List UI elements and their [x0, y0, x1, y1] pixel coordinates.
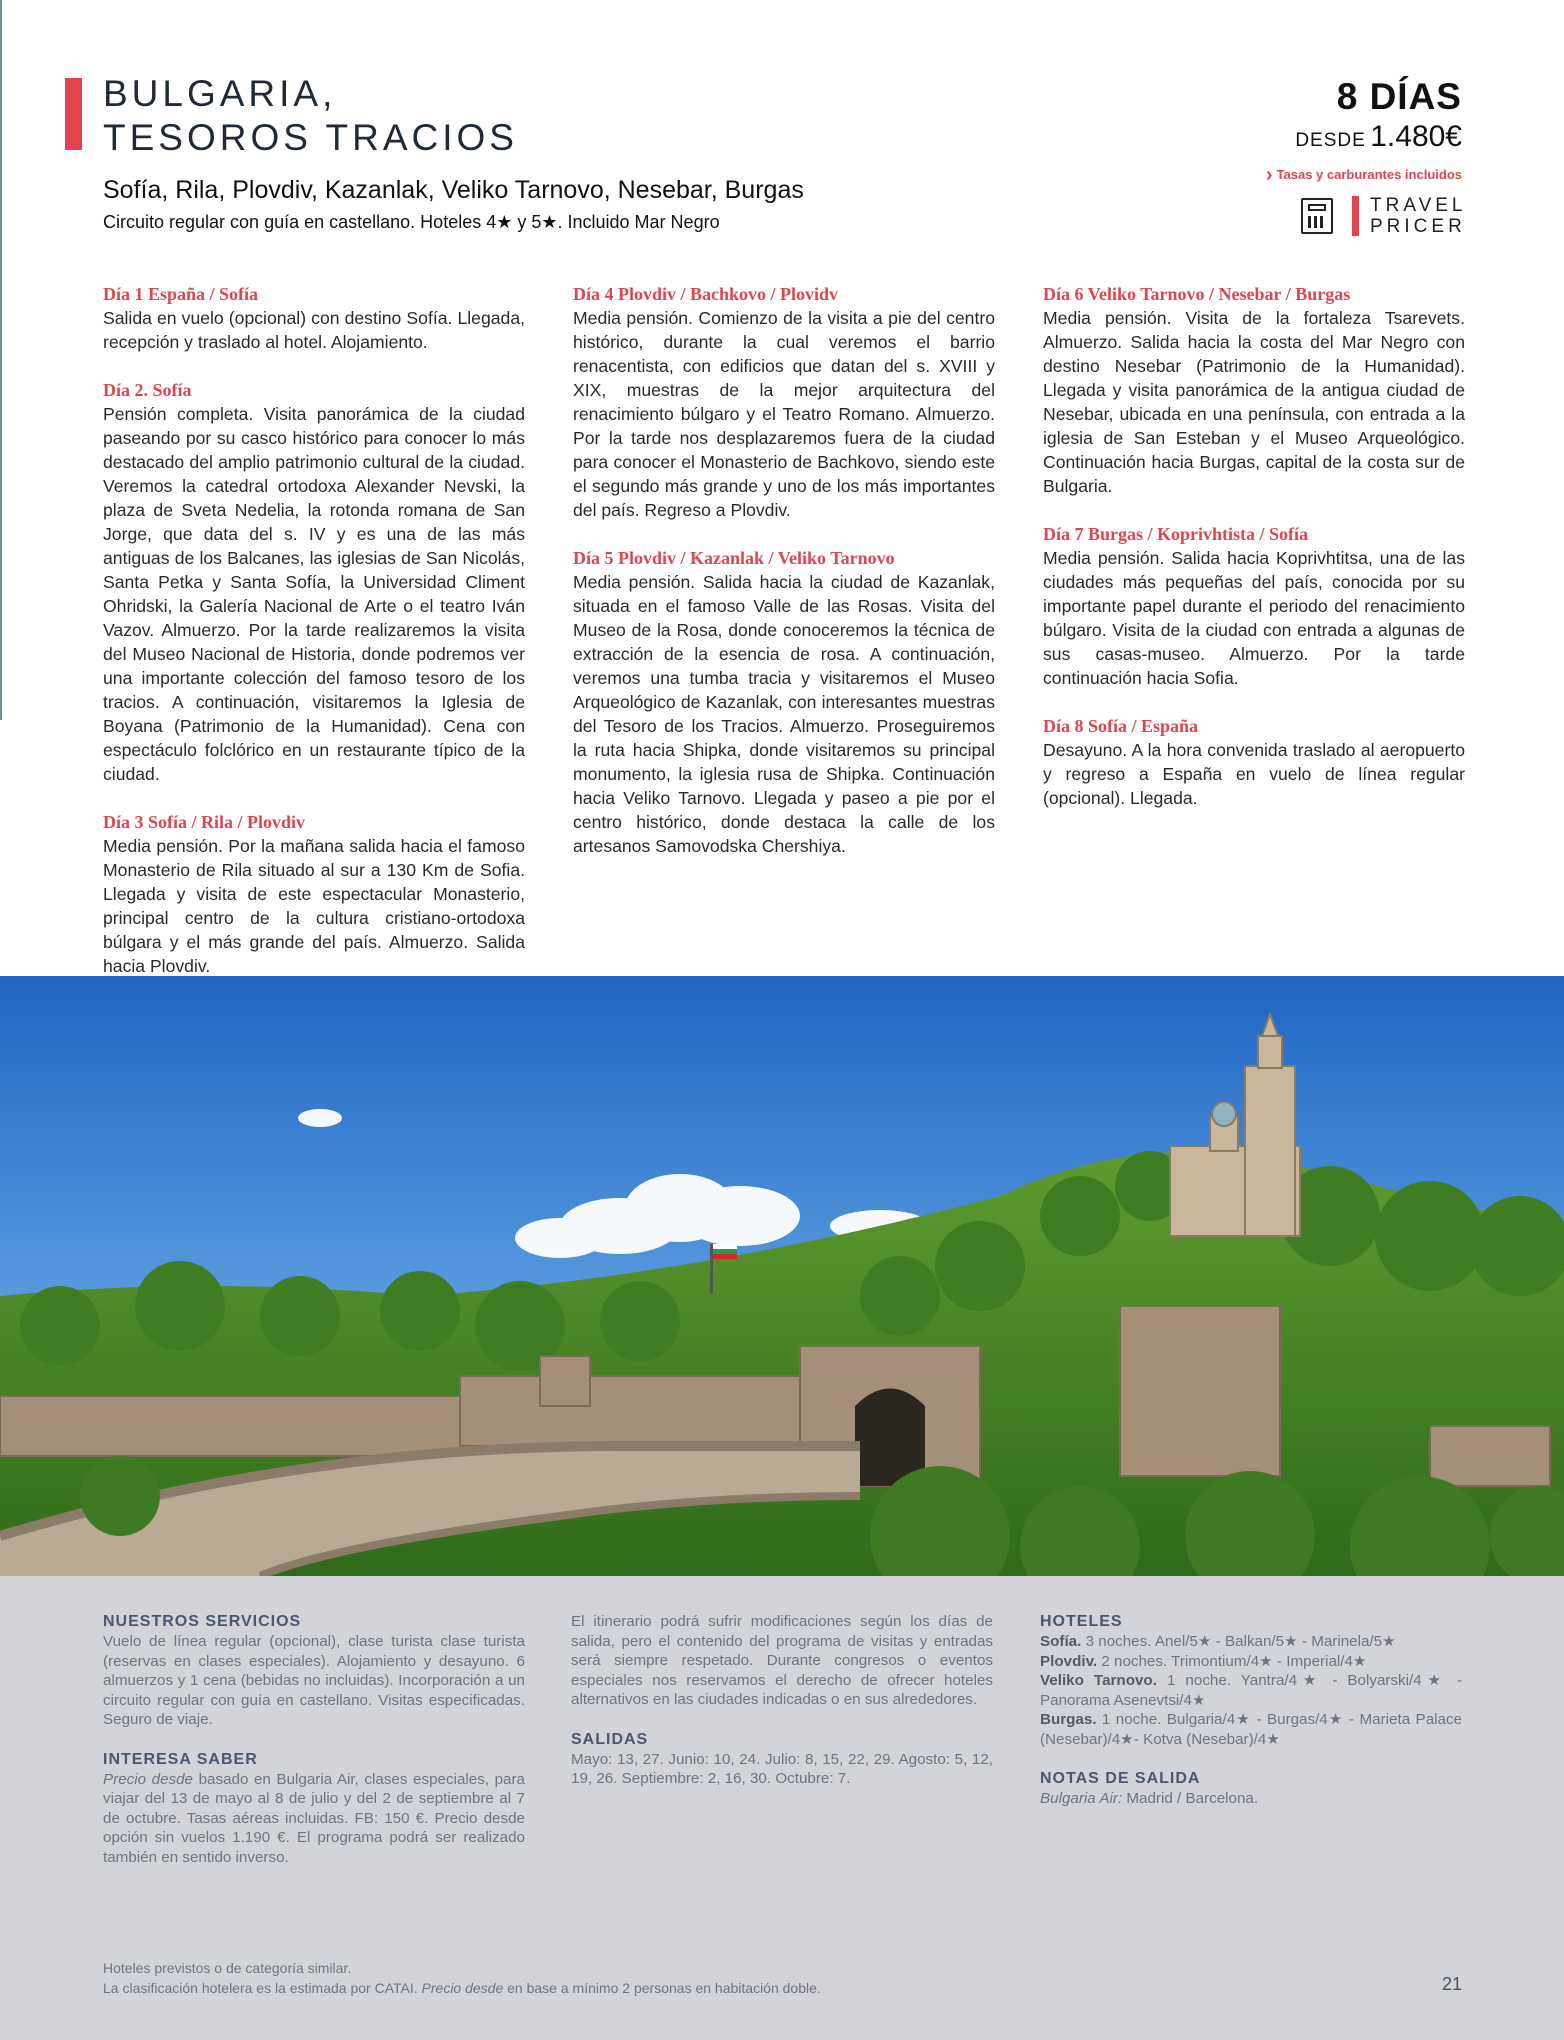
itinerary-note-text: El itinerario podrá sufrir modificaciones según los días de salida, pero el contenido del programa de visitas y entradas será siempre respetado. Durante congresos o eventos especiales nos reservamos el derecho de ofrecer hoteles alternativos en las ciudades indicadas o en sus alrededores. — [571, 1613, 993, 1708]
day-2-title: Día 2. Sofía — [103, 380, 192, 400]
services-title: NUESTROS SERVICIOS — [103, 1613, 302, 1630]
title-line-2: TESOROS TRACIOS — [103, 117, 518, 158]
travel-pricer-line-1: TRAVEL — [1370, 195, 1467, 216]
itinerary-column-1 — [103, 282, 525, 1002]
day-6-title: Día 6 Veliko Tarnovo / Nesebar / Burgas — [1043, 284, 1351, 304]
footer-notes — [103, 1958, 821, 1998]
page-number: 21 — [1441, 1974, 1462, 1994]
day-3-text: Media pensión. Por la mañana salida hacia el famoso Monasterio de Rila situado al sur a 130 Km de Sofia. Llegada y visita de este espectacular Monasterio, principal centro de la cultura cristiano-ortodoxa búlgara y el más grande del país. Almuerzo. Salida hacia Plovdiv. — [103, 836, 525, 976]
fortress-photo — [0, 976, 1564, 1576]
hotel-city-burgas: Burgas. — [1040, 1711, 1097, 1728]
departure-notes-text — [1040, 1789, 1462, 1809]
page-title — [103, 72, 803, 160]
day-8 — [1043, 714, 1465, 810]
day-7-text: Media pensión. Salida hacia Koprivhtitsa, una de las ciudades más pequeñas del país, conocida por su importante papel durante el periodo del renacimiento búlgaro. Visita de la ciudad con entrada a algunas de sus casas-museo. Almuerzo. Por la tarde continuación hacia Sofia. — [1043, 548, 1465, 688]
info-column-3 — [1040, 1612, 1462, 1829]
hotel-line-burgas — [1040, 1710, 1462, 1749]
day-3 — [103, 810, 525, 978]
calculator-icon — [1301, 198, 1333, 234]
day-8-title: Día 8 Sofía / España — [1043, 716, 1199, 736]
day-7-title: Día 7 Burgas / Koprivhtista / Sofía — [1043, 524, 1309, 544]
info-panel — [0, 1576, 1564, 2040]
good-to-know-block — [103, 1750, 525, 1868]
hotel-text-sofia: 3 noches. Anel/5★ - Balkan/5★ - Marinela/5★ — [1081, 1633, 1396, 1650]
hotel-city-veliko-tarnovo: Veliko Tarnovo. — [1040, 1672, 1157, 1689]
hotels-title: HOTELES — [1040, 1613, 1123, 1630]
day-5-title: Día 5 Plovdiv / Kazanlak / Veliko Tarnovo — [573, 548, 895, 568]
itinerary-column-2 — [573, 282, 995, 882]
title-accent-bar — [65, 78, 82, 150]
info-column-1 — [103, 1612, 525, 1887]
hotel-city-plovdiv: Plovdiv. — [1040, 1652, 1098, 1670]
departure-notes-title: NOTAS DE SALIDA — [1040, 1770, 1201, 1787]
day-1-title: Día 1 España / Sofía — [103, 284, 259, 304]
itinerary-note-block — [571, 1612, 993, 1710]
price-line — [1295, 120, 1462, 154]
departures-block — [571, 1730, 993, 1789]
price-from-label: DESDE — [1295, 130, 1366, 151]
hotel-line-sofia — [1040, 1632, 1462, 1652]
departure-notes-block — [1040, 1769, 1462, 1809]
day-3-title: Día 3 Sofía / Rila / Plovdiv — [103, 812, 306, 832]
day-1-text: Salida en vuelo (opcional) con destino Sofía. Llegada, recepción y traslado al hotel. Alojamiento. — [103, 308, 525, 352]
good-to-know-body: basado en Bulgaria Air, clases especiales, para viajar del 13 de mayo al 8 de julio y del 2 de septiembre al 7 de octubre. Tasas aéreas incluidas. FB: 150 €. Precio desde opción sin vuelos 1.190 €. El programa podrá ser realizado también en sentido inverso. — [103, 1770, 526, 1866]
route-subtitle: Sofía, Rila, Plovdiv, Kazanlak, Veliko Tarnovo, Nesebar, Burgas — [103, 176, 804, 204]
circuit-description: Circuito regular con guía en castellano. Hoteles 4★ y 5★. Incluido Mar Negro — [103, 212, 720, 232]
price-value: 1.480€ — [1370, 120, 1462, 153]
info-column-2 — [571, 1612, 993, 1809]
day-5-text: Media pensión. Salida hacia la ciudad de Kazanlak, situada en el famoso Valle de las Rosas. Visita del Museo de la Rosa, donde conoceremos la técnica de extracción de la esencia de rosa. A continuación, veremos una tumba tracia y visitaremos el Museo Arqueológico de Kazanlak, con interesantes muestras del Tesoro de los Tracios. Almuerzo. Proseguiremos la ruta hacia Shipka, donde visitaremos su principal monumento, la iglesia rusa de Shipka. Continuación hacia Veliko Tarnovo. Llegada y paseo a pie por el centro histórico, donde destaca la calle de los artesanos Samovodska Chershiya. — [573, 572, 995, 856]
hotel-line-plovdiv — [1040, 1652, 1462, 1672]
footer-line-2a: La clasificación hotelera es la estimada por CATAI. — [103, 1980, 422, 1996]
price-from-italic: Precio desde — [103, 1770, 194, 1788]
departure-cities: Madrid / Barcelona. — [1122, 1790, 1259, 1807]
trip-duration: 8 DÍAS — [1336, 76, 1462, 117]
travel-pricer-accent-bar — [1352, 196, 1359, 236]
good-to-know-title: INTERESA SABER — [103, 1750, 258, 1768]
day-7 — [1043, 522, 1465, 690]
good-to-know-text — [103, 1770, 525, 1868]
hotel-text-plovdiv: 2 noches. Trimontium/4★ - Imperial/4★ — [1097, 1652, 1367, 1670]
day-2 — [103, 378, 525, 786]
footer-price-from-italic: Precio desde — [421, 1980, 504, 1996]
day-1 — [103, 282, 525, 354]
taxes-included-text: Tasas y carburantes incluidos — [1276, 167, 1462, 182]
hotels-block — [1040, 1612, 1462, 1749]
day-6-text: Media pensión. Visita de la fortaleza Tsarevets. Almuerzo. Salida hacia la costa del Mar Negro con destino Nesebar (Patrimonio de la Humanidad). Llegada y visita panorámica de la antigua ciudad de Nesebar, ubicada en una península, con entrada a la iglesia de San Esteban y el Museo Arqueológico. Continuación hacia Burgas, capital de la costa sur de Bulgaria. — [1043, 308, 1465, 496]
itinerary-column-3 — [1043, 282, 1465, 834]
footer-line-2 — [103, 1978, 821, 1998]
services-block — [103, 1612, 525, 1730]
travel-pricer-logo — [1370, 195, 1467, 237]
travel-pricer-line-2: PRICER — [1370, 216, 1466, 237]
hotel-city-sofia: Sofía. — [1040, 1633, 1082, 1650]
day-5 — [573, 546, 995, 858]
day-4 — [573, 282, 995, 522]
chevron-right-icon: › — [1265, 164, 1273, 186]
hotel-text-veliko-tarnovo: 1 noche. Yantra/4★ - Bolyarski/4★ - Panorama Asenevtsi/4★ — [1040, 1672, 1463, 1709]
day-4-title: Día 4 Plovdiv / Bachkovo / Plovidv — [573, 284, 839, 304]
day-8-text: Desayuno. A la hora convenida traslado al aeropuerto y regreso a España en vuelo de línea regular (opcional). Llegada. — [1043, 740, 1465, 808]
day-4-text: Media pensión. Comienzo de la visita a pie del centro histórico, durante la cual veremos el barrio renacentista, con edificios que datan del s. XVIII y XIX, muestras de la mejor arquitectura del renacimiento búlgaro y el Teatro Romano. Almuerzo. Por la tarde nos desplazaremos fuera de la ciudad para conocer el Monasterio de Bachkovo, siendo este el segundo más grande y uno de los más importantes del país. Regreso a Plovdiv. — [573, 308, 995, 520]
services-text: Vuelo de línea regular (opcional), clase turista clase turista (reservas en clases especiales). Alojamiento y desayuno. 6 almuerzos y 1 cena (bebidas no incluidas). Incorporación a un circuito regular con guía en castellano. Visitas especificadas. Seguro de viaje. — [103, 1633, 525, 1728]
footer-line-1: Hoteles previstos o de categoría similar. — [103, 1960, 352, 1976]
day-2-text: Pensión completa. Visita panorámica de la ciudad paseando por su casco histórico para conocer lo más destacado del amplio patrimonio cultural de la ciudad. Veremos la catedral ortodoxa Alexander Nevski, la plaza de Sveta Nedelia, la rotonda romana de San Jorge, que data del s. IV y es una de las más antiguas de los Balcanes, las iglesias de San Nicolás, Santa Petka y Santa Sofía, la Universidad Climent Ohridski, la Galería Nacional de Arte o el teatro Iván Vazov. Almuerzo. Por la tarde realizaremos la visita del Museo Nacional de Historia, donde podremos ver una importante colección del famoso tesoro de los tracios. A continuación, visitaremos la Iglesia de Boyana (Patrimonio de la Humanidad). Cena con espectáculo folclórico en un restaurante típico de la ciudad. — [103, 404, 525, 784]
title-line-1: BULGARIA, — [103, 73, 337, 114]
hotel-line-veliko-tarnovo — [1040, 1671, 1462, 1710]
footer-line-2b: en base a mínimo 2 personas en habitación doble. — [503, 1980, 821, 1996]
day-6 — [1043, 282, 1465, 498]
departures-text: Mayo: 13, 27. Junio: 10, 24. Julio: 8, 15, 22, 29. Agosto: 5, 12, 19, 26. Septiembre: 2, 16, 30. Octubre: 7. — [571, 1750, 993, 1787]
airline-italic: Bulgaria Air: — [1040, 1790, 1123, 1807]
departures-title: SALIDAS — [571, 1730, 649, 1748]
hotel-text-burgas: 1 noche. Bulgaria/4★ - Burgas/4★ - Marieta Palace (Nesebar)/4★- Kotva (Nesebar)/4★ — [1040, 1711, 1462, 1748]
left-edge-rule — [0, 0, 2, 720]
taxes-included-note — [1266, 164, 1462, 187]
